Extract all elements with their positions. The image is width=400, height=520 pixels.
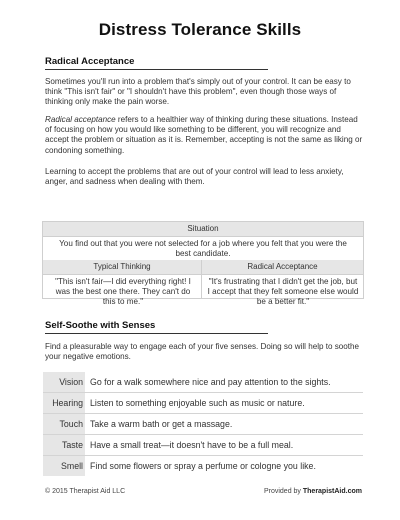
provider-link[interactable]: TherapistAid.com	[302, 488, 362, 495]
section-heading-radical-acceptance: Radical Acceptance	[45, 56, 135, 67]
table-divider	[43, 274, 363, 275]
situation-text: You find out that you were not selected for a job where you felt that you were the best candidate.	[59, 239, 347, 258]
sense-label: Smell	[43, 456, 85, 476]
radical-paragraph-1: Sometimes you'll run into a problem that's simply out of your control. It can be easy to think "This isn't fair" or "I shouldn't have this problem", even though those ways of thinking only make the pain worse.	[45, 77, 351, 107]
table-divider	[43, 236, 363, 237]
radical-acceptance-term: Radical acceptance	[45, 115, 116, 124]
sense-description: Have a small treat—it doesn't have to be a full meal.	[90, 440, 294, 450]
column-divider	[201, 260, 202, 299]
sense-label: Hearing	[43, 393, 85, 413]
copyright-text: © 2015 Therapist Aid LLC	[45, 488, 126, 495]
sense-row-smell	[43, 456, 363, 476]
situation-header: Situation	[43, 222, 363, 236]
radical-acceptance-header: Radical Acceptance	[202, 260, 363, 274]
section-divider	[45, 333, 268, 334]
example-table	[42, 221, 364, 306]
sense-description: Listen to something enjoyable such as music or nature.	[90, 398, 305, 408]
sense-description: Find some flowers or spray a perfume or cologne you like.	[90, 461, 316, 471]
section-heading-self-soothe: Self-Soothe with Senses	[45, 320, 156, 331]
radical-paragraph-3: Learning to accept the problems that are out of your control will lead to less anxiety, anger, and sadness when dealing with them.	[45, 167, 344, 187]
sense-description: Take a warm bath or get a massage.	[90, 419, 233, 429]
radical-acceptance-text: "It's frustrating that I didn't get the job, but I accept that they felt someone else would be a better fit."	[207, 277, 359, 306]
sense-label: Touch	[43, 414, 85, 434]
sense-row-vision	[43, 372, 363, 392]
sense-row-hearing	[43, 393, 363, 413]
section-divider	[45, 69, 268, 70]
sense-label: Taste	[43, 435, 85, 455]
sense-description: Go for a walk somewhere nice and pay attention to the sights.	[90, 377, 331, 387]
provided-by-text	[264, 488, 362, 495]
sense-row-taste	[43, 435, 363, 455]
typical-thinking-text: "This isn't fair—I did everything right! I was the best one there. They can't do this to me."	[55, 277, 191, 306]
sense-row-touch	[43, 414, 363, 434]
provided-by-prefix: Provided by	[263, 488, 303, 495]
sense-label: Vision	[43, 372, 85, 392]
typical-thinking-header: Typical Thinking	[43, 260, 201, 274]
radical-paragraph-2	[45, 115, 363, 156]
radical-paragraph-2-text: refers to a healthier way of thinking during these situations. Instead of focusing on how you would like something to be different, you will recognize and accept the problem or situation as it is. Remember, accepting is not the same as liking or condoning something.	[45, 115, 363, 155]
page-title: Distress Tolerance Skills	[98, 20, 302, 39]
self-soothe-intro: Find a pleasurable way to engage each of your five senses. Doing so will help to soothe your negative emotions.	[45, 342, 360, 362]
